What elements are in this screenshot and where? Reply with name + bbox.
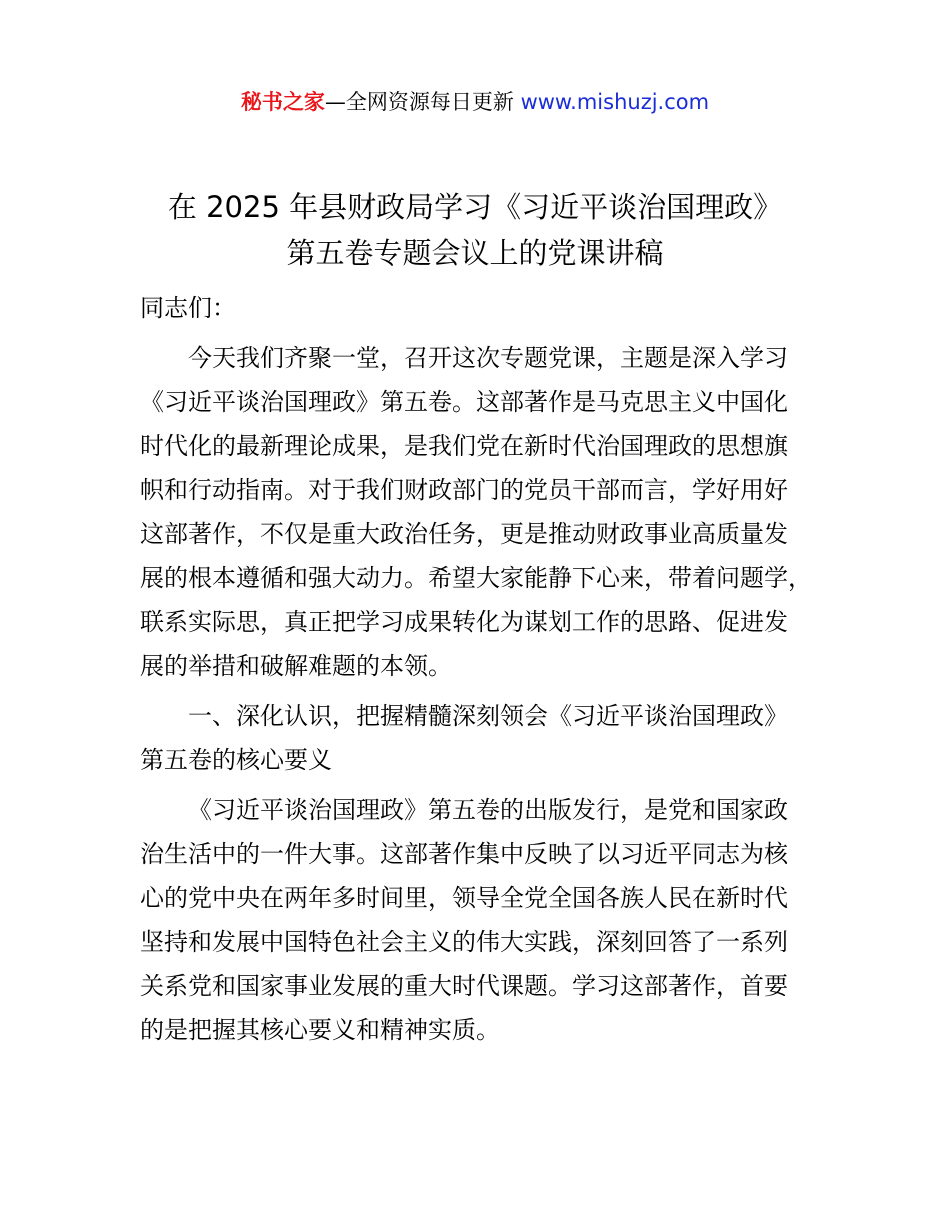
paragraph-line: 帜和行动指南。对于我们财政部门的党员干部而言，学好用好	[140, 476, 788, 504]
title-line-2: 第五卷专题会议上的党课讲稿	[286, 236, 664, 270]
section-heading-line: 第五卷的核心要义	[140, 746, 332, 774]
site-header	[0, 88, 950, 116]
paragraph-line: 坚持和发展中国特色社会主义的伟大实践，深刻回答了一系列	[140, 928, 788, 956]
section-heading-line: 一、深化认识，把握精髓深刻领会《习近平谈治国理政》	[188, 702, 788, 730]
paragraph-line: 《习近平谈治国理政》第五卷的出版发行，是党和国家政	[188, 796, 788, 824]
section-heading-1	[140, 694, 820, 782]
paragraph-line: 展的根本遵循和强大动力。希望大家能静下心来，带着问题学，	[140, 564, 812, 592]
site-url-link[interactable]: www.mishuzj.com	[520, 90, 710, 114]
slogan: —全网资源每日更新	[324, 90, 521, 114]
document-body	[140, 286, 820, 1052]
paragraph-line: 今天我们齐聚一堂，召开这次专题党课，主题是深入学习	[188, 344, 788, 372]
title-line-1: 在 2025 年县财政局学习《习近平谈治国理政》	[167, 190, 783, 224]
paragraph-line: 关系党和国家事业发展的重大时代课题。学习这部著作，首要	[140, 972, 788, 1000]
paragraph-line: 《习近平谈治国理政》第五卷。这部著作是马克思主义中国化	[140, 388, 788, 416]
paragraph-2	[140, 788, 820, 1052]
greeting: 同志们：	[140, 294, 236, 322]
brand-name: 秘书之家	[240, 90, 325, 114]
paragraph-line: 的是把握其核心要义和精神实质。	[140, 1016, 500, 1044]
document-title	[0, 184, 950, 276]
paragraph-1	[140, 336, 820, 688]
paragraph-line: 联系实际思，真正把学习成果转化为谋划工作的思路、促进发	[140, 608, 788, 636]
paragraph-line: 时代化的最新理论成果，是我们党在新时代治国理政的思想旗	[140, 432, 788, 460]
paragraph-line: 这部著作，不仅是重大政治任务，更是推动财政事业高质量发	[140, 520, 788, 548]
paragraph-line: 心的党中央在两年多时间里，领导全党全国各族人民在新时代	[140, 884, 788, 912]
paragraph-line: 治生活中的一件大事。这部著作集中反映了以习近平同志为核	[140, 840, 788, 868]
paragraph-line: 展的举措和破解难题的本领。	[140, 652, 452, 680]
